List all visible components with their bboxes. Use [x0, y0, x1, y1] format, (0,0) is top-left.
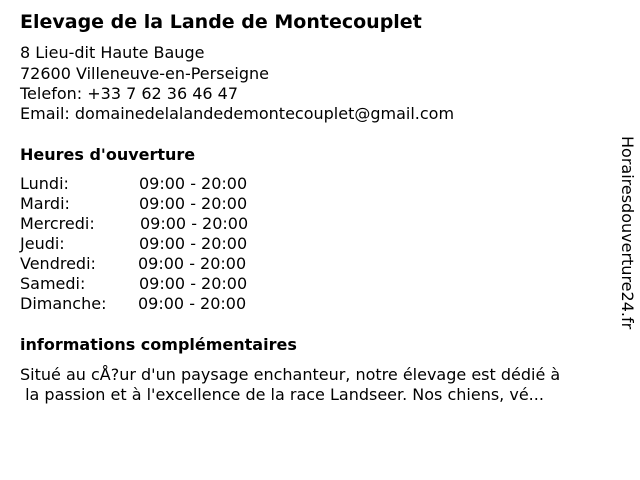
address-city: 72600 Villeneuve-en-Perseigne — [20, 64, 269, 83]
opening-hours-heading: Heures d'ouverture — [20, 145, 196, 164]
business-name: Elevage de la Lande de Montecouplet — [20, 11, 422, 33]
time-range: 09:00 - 20:00 — [139, 234, 248, 253]
day-label: Lundi: — [20, 174, 69, 193]
day-label: Samedi: — [20, 274, 86, 293]
day-label: Vendredi: — [20, 254, 96, 273]
time-range: 09:00 - 20:00 — [139, 194, 248, 213]
description-line-1: Situé au cÅ?ur d'un paysage enchanteur, notre élevage est dédié à — [20, 365, 561, 384]
time-range: 09:00 - 20:00 — [138, 294, 247, 313]
time-range: 09:00 - 20:00 — [139, 274, 248, 293]
additional-info-heading: informations complémentaires — [20, 335, 297, 354]
day-label: Dimanche: — [20, 294, 107, 313]
time-range: 09:00 - 20:00 — [139, 174, 248, 193]
address-street: 8 Lieu-dit Haute Bauge — [20, 43, 205, 62]
day-label: Mardi: — [20, 194, 70, 213]
day-label: Mercredi: — [20, 214, 95, 233]
time-range: 09:00 - 20:00 — [140, 214, 249, 233]
email-address: Email: domainedelalandedemontecouplet@gmail.com — [20, 104, 455, 123]
day-label: Jeudi: — [20, 234, 65, 253]
time-range: 09:00 - 20:00 — [138, 254, 247, 273]
site-watermark: Horairesdouverture24.fr — [618, 136, 637, 330]
phone-number: Telefon: +33 7 62 36 46 47 — [20, 84, 239, 103]
description-line-2: la passion et à l'excellence de la race Landseer. Nos chiens, vé... — [20, 385, 544, 404]
